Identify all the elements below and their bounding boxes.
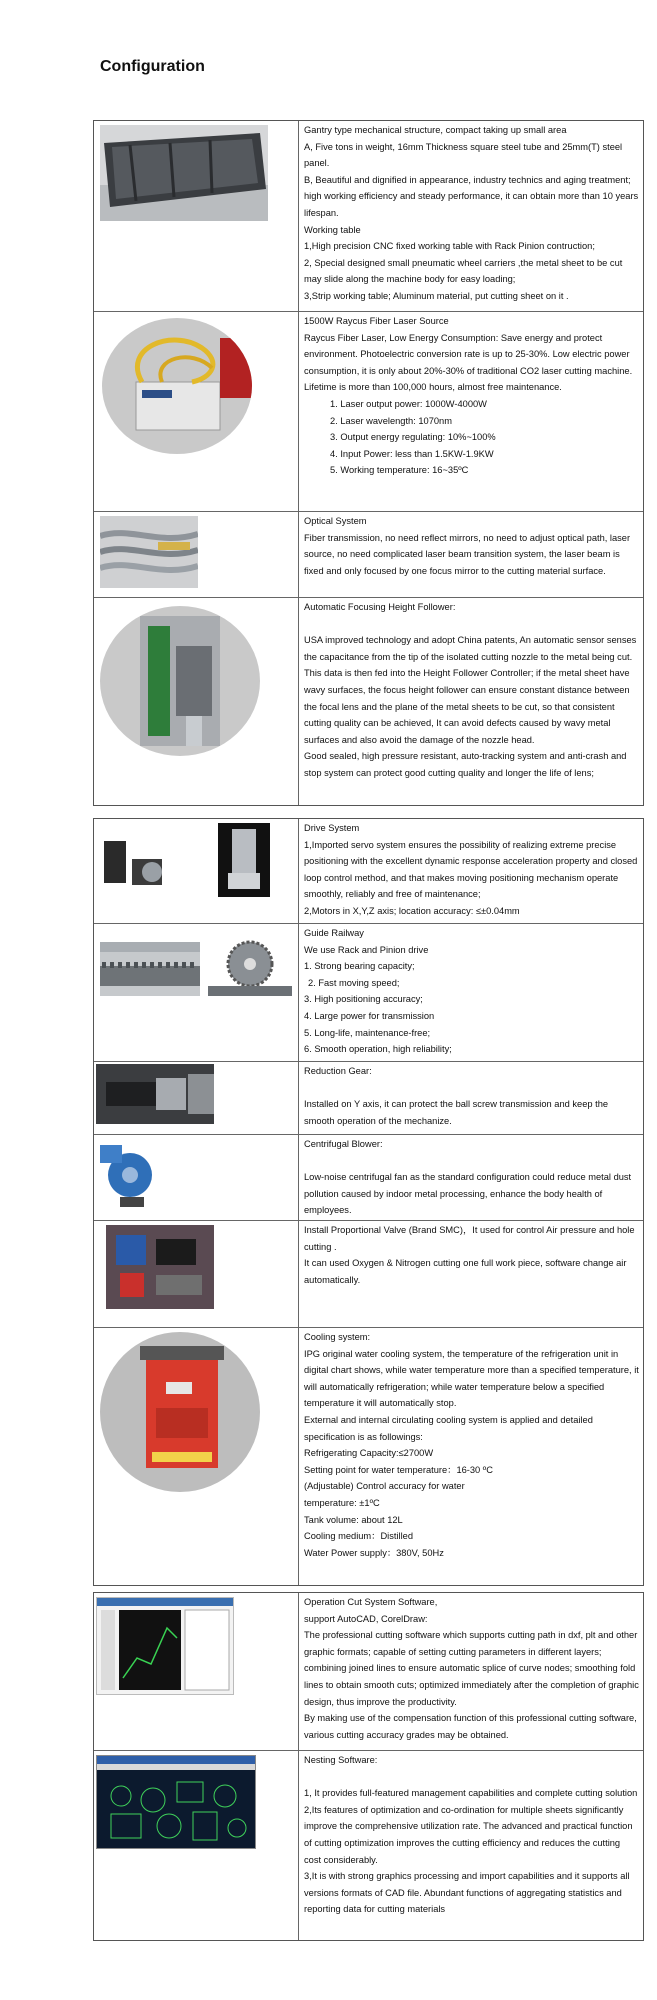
spec-line: Drive System: [304, 823, 360, 833]
spec-line: Installed on Y axis, it can protect the ball screw transmission and keep the smooth operation of the mechanize.: [304, 1099, 609, 1126]
spec-row-reduction-gear: [94, 1061, 643, 1134]
spec-line: External and internal circulating cooling system is applied and detailed specification is as followings:: [304, 1414, 593, 1442]
spec-text: [299, 819, 643, 923]
image-cell: [94, 1593, 299, 1750]
spec-line: Centrifugal Blower:: [304, 1139, 383, 1149]
spec-line: Cooling system:: [304, 1332, 371, 1342]
spec-line: 3,It is with strong graphics processing and import capabilities and it supports all versions formats of CAD file. Abundant functions of aggregating statistics and reporting data for cutting materials: [304, 1871, 630, 1915]
spec-line: USA improved technology and adopt China patents, An automatic sensor senses the capacitance from the tip of the isolated cutting nozzle to the metal being cut. This data is then fed into the Height Follower Controller; if the metal sheet have wavy surfaces, the focus height follower can ensure constant distance between the focal lens and the plane of the metal sheets to be cut, so that consistent cutting quality can be achieved, It can avoid defects caused by wavy metal surfaces and also avoid the damage of the nozzle head.: [304, 635, 637, 745]
image-cell: [94, 1062, 299, 1134]
proportional-valve-image: [106, 1225, 214, 1309]
spec-line: Fiber transmission, no need reflect mirrors, no need to adjust optical path, laser source, no need complicated laser beam transition system, the laser beam is fixed and only focused by one focus mirror to the cutting material surface.: [304, 532, 631, 576]
spacer: [304, 1769, 639, 1786]
spec-line: B, Beautiful and dignified in appearance, industry technics and aging treatment; high working efficiency and steady performance, it can obtain more than 10 years lifespan.: [304, 174, 639, 218]
spec-line: Setting point for water temperature：16-30 ºC: [304, 1464, 493, 1475]
spec-line: Refrigerating Capacity:≤2700W: [304, 1448, 434, 1459]
spec-line: (Adjustable) Control accuracy for water: [304, 1481, 465, 1492]
spec-line: 2,Its features of optimization and co-ordination for multiple sheets significantly improve the comprehensive utilization rate. The advanced and practical function of cutting optimization improves the cutting efficiency and reduces the cutting cost considerably.: [304, 1804, 633, 1865]
spec-table-2: [93, 818, 644, 1586]
spec-list-item: 4. Input Power: less than 1.5KW-1.9KW: [330, 448, 494, 459]
image-cell: [94, 121, 299, 311]
spec-row-valve: [94, 1220, 643, 1327]
spec-line: Raycus Fiber Laser, Low Energy Consumption: Save energy and protect environment. Photoelectric conversion rate is up to 25-30%. Low electric power consumption, it is only about 20%-30% of traditional CO2 laser cutting machine.: [304, 332, 633, 376]
image-cell: [94, 598, 299, 805]
spec-line: By making use of the compensation function of this professional cutting software, various cutting accuracy grades may be obtained.: [304, 1713, 637, 1740]
nesting-software-image: [96, 1755, 256, 1849]
spec-text: [299, 924, 643, 1061]
spec-row-cooling: [94, 1327, 643, 1585]
spec-text: [299, 598, 643, 805]
image-cell: [94, 924, 299, 1061]
spec-line: 1. Strong bearing capacity;: [304, 961, 415, 972]
image-cell: [94, 1328, 299, 1585]
spec-text: [299, 1221, 643, 1327]
reduction-gear-image: [96, 1064, 214, 1124]
spec-text: [299, 1328, 643, 1585]
motor-assembly-image: [218, 823, 270, 897]
spec-text: [299, 312, 643, 511]
optical-cable-image: [100, 516, 198, 588]
spec-line: 1, It provides full-featured management capabilities and complete cutting solution: [304, 1788, 638, 1799]
image-cell: [94, 1221, 299, 1327]
spec-list-item: 2. Laser wavelength: 1070nm: [330, 415, 452, 426]
spec-line: Automatic Focusing Height Follower:: [304, 602, 456, 612]
spec-line: Tank volume: about 12L: [304, 1514, 403, 1525]
spec-line: Optical System: [304, 516, 367, 526]
spec-line: Low-noise centrifugal fan as the standard configuration could reduce metal dust pollution caused by indoor metal processing, enhance the body health of employees.: [304, 1172, 632, 1216]
spec-text: [299, 121, 643, 311]
spec-row-gantry: [94, 121, 643, 311]
spec-line: temperature: ±1ºC: [304, 1497, 380, 1508]
spec-text: [299, 512, 643, 597]
spec-line: 1,High precision CNC fixed working table with Rack Pinion contruction;: [304, 241, 595, 252]
cut-software-image: [96, 1597, 234, 1695]
spec-line: 3. High positioning accuracy;: [304, 994, 423, 1005]
spec-text: [299, 1135, 643, 1220]
spec-row-guide: [94, 923, 643, 1061]
spec-line: Good sealed, high pressure resistant, auto-tracking system and anti-crash and stop system can protect good cutting quality and longer the life of lens;: [304, 751, 627, 778]
water-chiller-image: [100, 1332, 260, 1492]
spacer: [304, 1153, 639, 1170]
spec-row-height-follower: [94, 597, 643, 805]
height-follower-image: [100, 606, 260, 756]
gantry-frame-image: [100, 125, 268, 221]
spec-line: Cooling medium：Distilled: [304, 1531, 414, 1542]
spec-line: IPG original water cooling system, the temperature of the refrigeration unit in digital chart shows, while water temperature more than a specified temperature, it will automatically refrigeration; while water temperature below a specified temperature it will automatically stop.: [304, 1348, 639, 1409]
centrifugal-blower-image: [100, 1141, 162, 1211]
spec-line: Reduction Gear:: [304, 1066, 372, 1076]
spec-line: Gantry type mechanical structure, compact taking up small area: [304, 125, 567, 135]
spec-line: A, Five tons in weight, 16mm Thickness square steel tube and 25mm(T) steel panel.: [304, 141, 623, 169]
spec-line: Working table: [304, 224, 361, 235]
spec-line: The professional cutting software which supports cutting path in dxf, plt and other graphic formats; capable of setting cutting parameters in different layers; combining joined lines to ensure automatic splice of curve nodes; smoothing fold lines to obtain smooth cuts; optimized immediately after the completion of graphic design, thus improve the productivity.: [304, 1630, 639, 1707]
spec-row-optical: [94, 511, 643, 597]
spec-row-drive: [94, 819, 643, 923]
spec-line: Operation Cut System Software,: [304, 1597, 438, 1607]
spec-line: 5. Long-life, maintenance-free;: [304, 1027, 431, 1038]
spec-line: 2,Motors in X,Y,Z axis; location accuracy: ≤±0.04mm: [304, 905, 520, 916]
spec-line: It can used Oxygen & Nitrogen cutting one full work piece, software change air automatically.: [304, 1258, 627, 1285]
spec-line: 1,Imported servo system ensures the possibility of realizing extreme precise positioning with the excellent dynamic response acceleration property and closed loop control method, and that makes moving positioning mechanism operate smoothly, reliably and free of maintenance;: [304, 839, 638, 900]
spec-line: 4. Large power for transmission: [304, 1010, 435, 1021]
spec-list-item: 1. Laser output power: 1000W-4000W: [330, 398, 487, 409]
spec-line: We use Rack and Pinion drive: [304, 944, 429, 955]
servo-motor-image: [102, 835, 172, 895]
spec-list-item: 3. Output energy regulating: 10%~100%: [330, 432, 496, 443]
spec-line: Water Power supply：380V, 50Hz: [304, 1547, 444, 1558]
rack-image: [100, 942, 200, 996]
spec-row-cut-software: [94, 1593, 643, 1750]
spec-table-3: [93, 1592, 644, 1941]
spec-line: 2, Special designed small pneumatic wheel carriers ,the metal sheet to be cut may slide along the machine body for easy loading;: [304, 257, 623, 285]
spec-row-nesting-software: [94, 1750, 643, 1940]
spec-text: [299, 1751, 643, 1940]
spec-line: support AutoCAD, CorelDraw:: [304, 1613, 428, 1624]
spec-table-1: [93, 120, 644, 806]
spacer: [304, 616, 639, 633]
spec-line: 1500W Raycus Fiber Laser Source: [304, 316, 449, 326]
fiber-laser-source-image: [102, 318, 252, 454]
spec-line: 6. Smooth operation, high reliability;: [304, 1044, 452, 1055]
spec-line: 3,Strip working table; Aluminum material, put cutting sheet on it .: [304, 290, 569, 301]
spec-row-blower: [94, 1134, 643, 1220]
image-cell: [94, 1135, 299, 1220]
page-title: Configuration: [100, 58, 205, 75]
spec-line: 2. Fast moving speed;: [308, 977, 400, 988]
image-cell: [94, 819, 299, 923]
spec-line: Nesting Software:: [304, 1755, 378, 1765]
spec-line: Guide Railway: [304, 928, 364, 938]
image-cell: [94, 312, 299, 511]
spacer: [304, 1080, 639, 1097]
spec-text: [299, 1593, 643, 1750]
spec-line: Lifetime is more than 100,000 hours, almost free maintenance.: [304, 382, 562, 393]
image-cell: [94, 1751, 299, 1940]
spec-row-laser-source: [94, 311, 643, 511]
pinion-gear-image: [208, 938, 292, 1000]
spec-text: [299, 1062, 643, 1134]
image-cell: [94, 512, 299, 597]
spec-line: Install Proportional Valve (Brand SMC)，It used for control Air pressure and hole cutting .: [304, 1225, 635, 1252]
spec-list-item: 5. Working temperature: 16~35ºC: [330, 465, 469, 476]
